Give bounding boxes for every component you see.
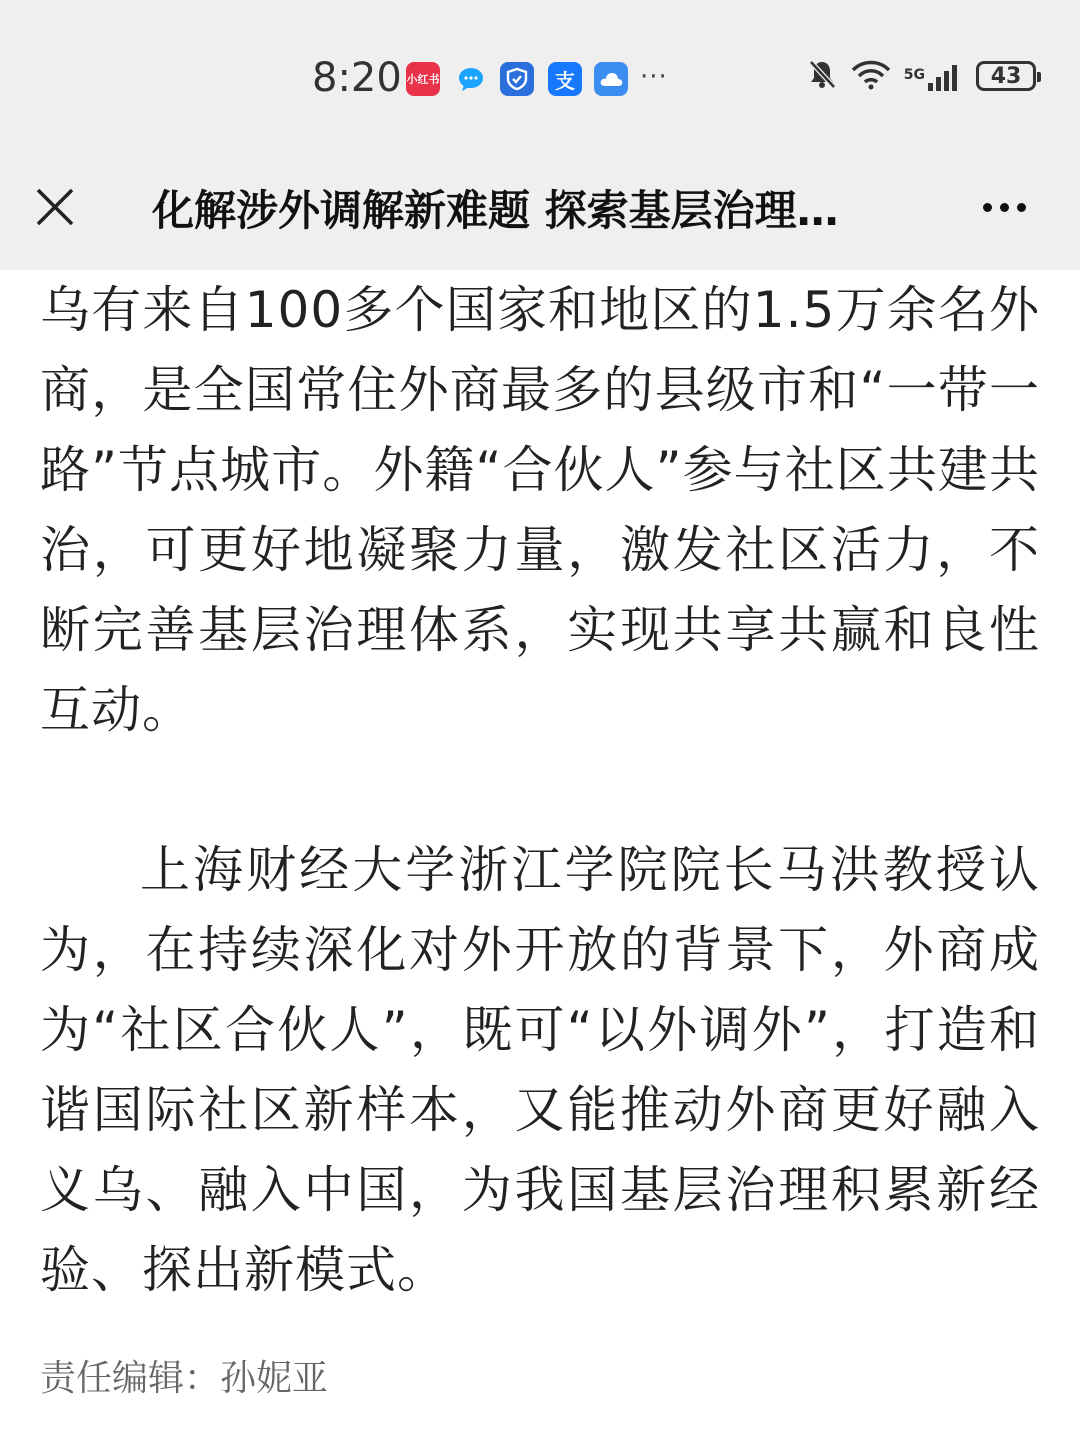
battery-level: 43 <box>990 63 1022 89</box>
shield-app-icon <box>500 62 534 96</box>
xiaohongshu-icon: 小红书 <box>406 62 440 96</box>
mute-bell-icon <box>806 58 838 94</box>
battery-indicator <box>976 61 1036 91</box>
more-dots-icon <box>1017 203 1026 212</box>
article-body <box>40 270 1040 1310</box>
status-right-group <box>806 58 1036 94</box>
cellular-signal-icon <box>904 61 964 91</box>
network-type: 5G <box>903 67 925 83</box>
more-dots-icon <box>1000 203 1009 212</box>
article-paragraph: 乌有来自100多个国家和地区的1.5万余名外商，是全国常住外商最多的县级市和“一带一路”节点城市。外籍“合伙人”参与社区共建共治，可更好地凝聚力量，激发社区活力，不断完善基层治理体系，实现共享共赢和良性互动。 <box>40 281 1040 739</box>
more-notifications-icon: ··· <box>640 62 668 92</box>
editor-credit: 责任编辑：孙妮亚 <box>40 1358 329 1399</box>
page-title: 化解涉外调解新难题 探索基层治理… <box>152 186 839 235</box>
top-bar <box>0 0 1080 270</box>
more-options-button[interactable] <box>974 180 1034 234</box>
status-time: 8:20 <box>312 55 402 101</box>
cloud-icon <box>594 62 628 96</box>
more-dots-icon <box>983 203 992 212</box>
alipay-icon: 支 <box>548 62 582 96</box>
article-paragraph: 上海财经大学浙江学院院长马洪教授认为，在持续深化对外开放的背景下，外商成为“社区合伙人”，既可“以外调外”，打造和谐国际社区新样本，又能推动外商更好融入义乌、融入中国，为我国基层治理积累新经验、探出新模式。 <box>40 841 1040 1299</box>
wifi-icon <box>850 58 892 94</box>
close-icon <box>35 187 75 227</box>
close-button[interactable] <box>28 180 82 234</box>
chat-bubble-icon <box>454 62 488 96</box>
